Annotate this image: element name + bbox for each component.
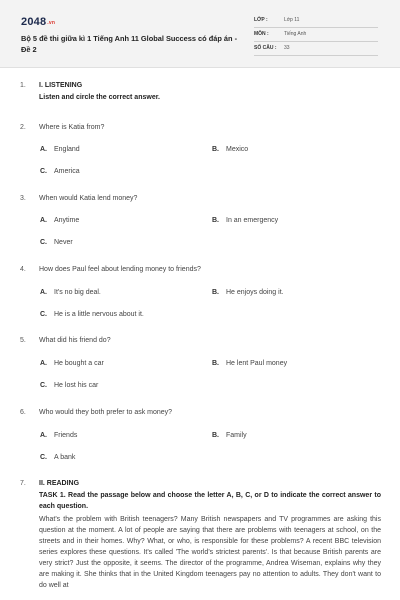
question-number: 2. [20, 124, 26, 131]
question-number: 3. [20, 195, 26, 202]
question-text: Where is Katia from? [39, 124, 105, 131]
option-c[interactable]: C. A bank [40, 454, 76, 461]
option-b[interactable]: B. Mexico [212, 146, 249, 153]
meta-count [254, 44, 378, 56]
meta-subject [254, 30, 378, 42]
task-instruction: TASK 1. Read the passage below and choose the letter A, B, C, or D to indicate the correct answer to each question. [39, 492, 381, 510]
option-b[interactable]: B. He lent Paul money [212, 360, 288, 367]
question-number: 5. [20, 337, 26, 344]
question-text: How does Paul feel about lending money to friends? [39, 266, 201, 273]
question-instruction: Listen and circle the correct answer. [39, 94, 160, 101]
question-text: Who would they both prefer to ask money? [39, 409, 173, 416]
question-number: 7. [20, 480, 26, 487]
meta-count-value: 33 [284, 45, 290, 51]
meta-subject-value: Tiếng Anh [284, 31, 307, 37]
option-b[interactable]: B. He enjoys doing it. [212, 289, 284, 296]
option-b[interactable]: B. Family [212, 432, 247, 439]
question-number: 6. [20, 409, 26, 416]
option-c[interactable]: C. America [40, 168, 80, 175]
meta-class-value: Lớp 11 [284, 17, 300, 23]
logo-main: 2048 [21, 16, 47, 28]
meta-subject-label: MÔN : [254, 31, 269, 37]
reading-passage: What's the problem with British teenagers? Many British newspapers and TV programmes are asking this question at the moment. A lot of people are saying that there are problems with teenagers at school, on the streets and in their homes. Why? What, or who, is responsible for these problems? A recent BBC television series explores these questions. It's called 'The world's strictest parents'. Is that because British parents are very strict? Just the opposite, it seems. The director of the programme, Andrea Wiseman, explains why they are making it. She thinks that in the United Kingdom teenagers pay no attention to adults. They don't want to do well at [39, 516, 381, 589]
option-a[interactable]: A. It's no big deal. [40, 289, 101, 296]
logo-suffix: .vn [47, 20, 56, 26]
meta-class-label: LỚP : [254, 17, 268, 23]
meta-class [254, 16, 378, 28]
option-c[interactable]: C. Never [40, 239, 73, 246]
question-text: II. READING [39, 480, 80, 487]
option-c[interactable]: C. He lost his car [40, 382, 99, 389]
question-number: 1. [20, 82, 26, 89]
question-text: When would Katia lend money? [39, 195, 138, 202]
option-b[interactable]: B. In an emergency [212, 217, 279, 224]
option-a[interactable]: A. Friends [40, 432, 78, 439]
option-c[interactable]: C. He is a little nervous about it. [40, 311, 144, 318]
meta-count-label: SỐ CÂU : [254, 45, 277, 51]
document-header [0, 0, 400, 68]
option-a[interactable]: A. Anytime [40, 217, 80, 224]
question-text: What did his friend do? [39, 337, 111, 344]
document-title: Bộ 5 đề thi giữa kì 1 Tiếng Anh 11 Global Success có đáp án - Đề 2 [21, 34, 238, 54]
option-a[interactable]: A. He bought a car [40, 360, 104, 367]
site-logo[interactable] [21, 16, 55, 28]
question-text: I. LISTENING [39, 82, 83, 89]
option-a[interactable]: A. England [40, 146, 80, 153]
question-number: 4. [20, 266, 26, 273]
